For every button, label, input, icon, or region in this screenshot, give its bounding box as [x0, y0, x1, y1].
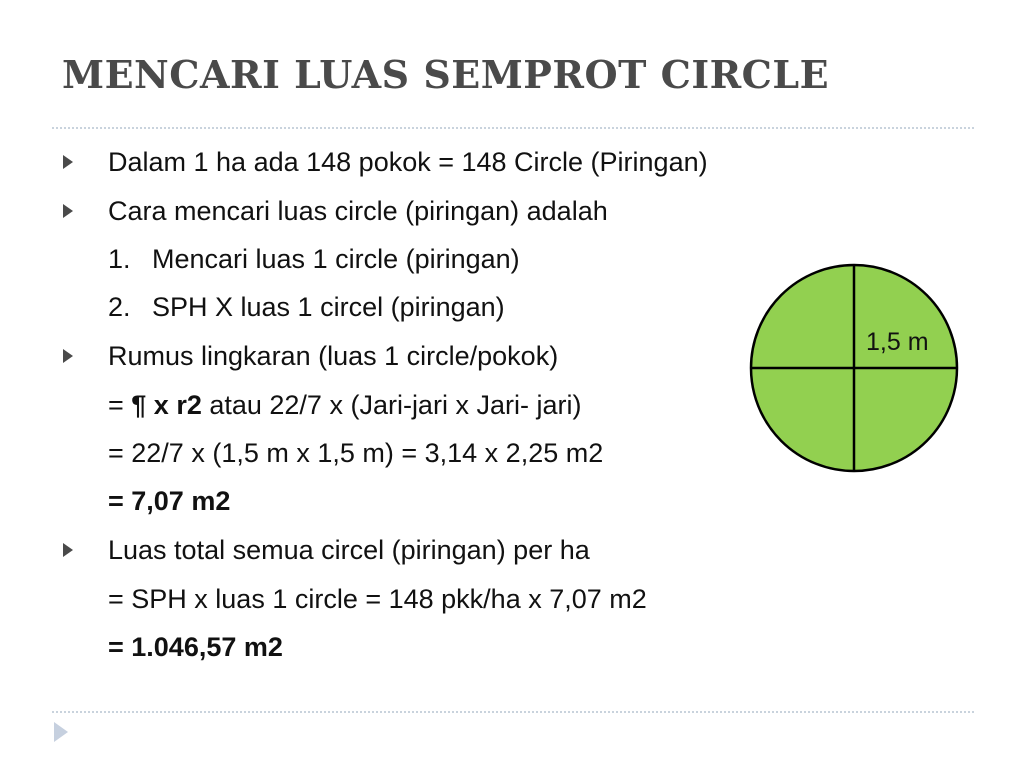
bullet-triangle-icon — [63, 543, 73, 557]
slide-title: MENCARI LUAS SEMPROT CIRCLE — [62, 52, 830, 97]
step-1-text: Mencari luas 1 circle (piringan) — [152, 244, 520, 274]
formula-calculation: = 22/7 x (1,5 m x 1,5 m) = 3,14 x 2,25 m2 — [108, 438, 604, 468]
step-2-number: 2. — [108, 292, 131, 322]
bullet-4-text: Luas total semua circel (piringan) per ha — [108, 535, 590, 565]
formula-rest: atau 22/7 x (Jari-jari x Jari- jari) — [201, 390, 582, 420]
bullet-triangle-icon — [63, 155, 73, 169]
formula-bold: ¶ x r2 — [131, 390, 202, 420]
circle-diagram — [748, 262, 960, 474]
bullet-triangle-icon — [63, 349, 73, 363]
step-2 — [108, 291, 505, 323]
total-result: = 1.046,57 m2 — [108, 632, 283, 662]
bullet-2-text: Cara mencari luas circle (piringan) adalah — [108, 196, 608, 226]
radius-label: 1,5 m — [866, 328, 929, 356]
step-1-number: 1. — [108, 244, 131, 274]
total-calculation: = SPH x luas 1 circle = 148 pkk/ha x 7,07 m2 — [108, 584, 647, 614]
bullet-1-text: Dalam 1 ha ada 148 pokok = 148 Circle (Piringan) — [108, 147, 708, 177]
next-slide-arrow-icon[interactable] — [54, 722, 68, 742]
footer-divider — [52, 711, 974, 713]
step-1 — [108, 243, 520, 275]
formula-prefix: = — [108, 390, 132, 420]
title-divider — [52, 127, 974, 129]
formula-result: = 7,07 m2 — [108, 486, 231, 516]
formula-line — [108, 389, 581, 421]
bullet-triangle-icon — [63, 204, 73, 218]
step-2-text: SPH X luas 1 circel (piringan) — [152, 292, 505, 322]
bullet-3-text: Rumus lingkaran (luas 1 circle/pokok) — [108, 341, 559, 371]
